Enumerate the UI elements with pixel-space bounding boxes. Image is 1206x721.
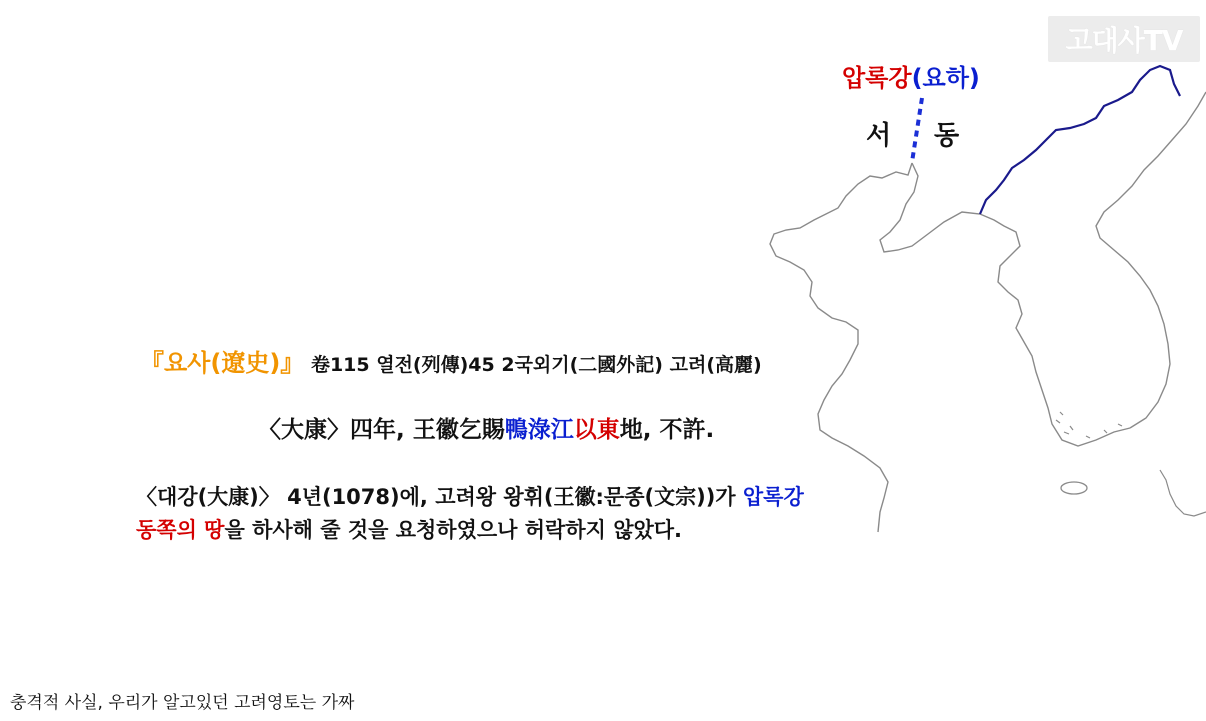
river-title xyxy=(842,58,980,93)
jeju-island xyxy=(1061,482,1087,494)
source-detail: 卷115 열전(列傳)45 2국외기(二國外記) 고려(高麗) xyxy=(310,354,762,376)
source-citation xyxy=(140,343,762,378)
translation-line-1 xyxy=(136,481,804,511)
translation-line1-river: 압록강 xyxy=(742,485,804,509)
east-label: 동 xyxy=(934,121,960,151)
river-name-blue: (요하) xyxy=(911,64,980,92)
tsushima-coast xyxy=(1160,470,1206,516)
west-label: 서 xyxy=(866,121,892,151)
classical-text-river: 鴨淥江 xyxy=(504,417,574,443)
southern-islands xyxy=(1056,412,1122,438)
watermark-logo xyxy=(1048,16,1200,62)
translation-line2-text: 을 하사해 줄 것을 요청하였으나 허락하지 않았다. xyxy=(224,518,683,542)
source-title: 『요사(遼史)』 xyxy=(140,349,305,377)
watermark-text: 고대사TV xyxy=(1065,24,1183,57)
translation-line2-east-land: 동쪽의 땅 xyxy=(136,518,225,542)
classical-text xyxy=(258,411,714,444)
peninsula-west-coast xyxy=(880,163,1130,446)
classical-text-east: 以東 xyxy=(573,417,620,443)
river-name-red: 압록강 xyxy=(842,64,912,92)
liaodong-coastline xyxy=(770,163,912,532)
translation-line-2 xyxy=(136,514,682,544)
classical-text-part1: 〈大康〉四年, 王徽乞賜 xyxy=(258,417,505,443)
translation-line1-text: 〈대강(大康)〉 4년(1078)에, 고려왕 왕휘(王徽:문종(文宗))가 xyxy=(136,485,743,509)
peninsula-east-coast xyxy=(1096,92,1206,428)
river-border xyxy=(980,66,1180,214)
video-caption: 충격적 사실, 우리가 알고있던 고려영토는 가짜 xyxy=(10,693,355,713)
river-marker-line xyxy=(912,98,922,162)
classical-text-part2: 地, 不許. xyxy=(619,417,715,443)
korea-map xyxy=(760,60,1206,540)
